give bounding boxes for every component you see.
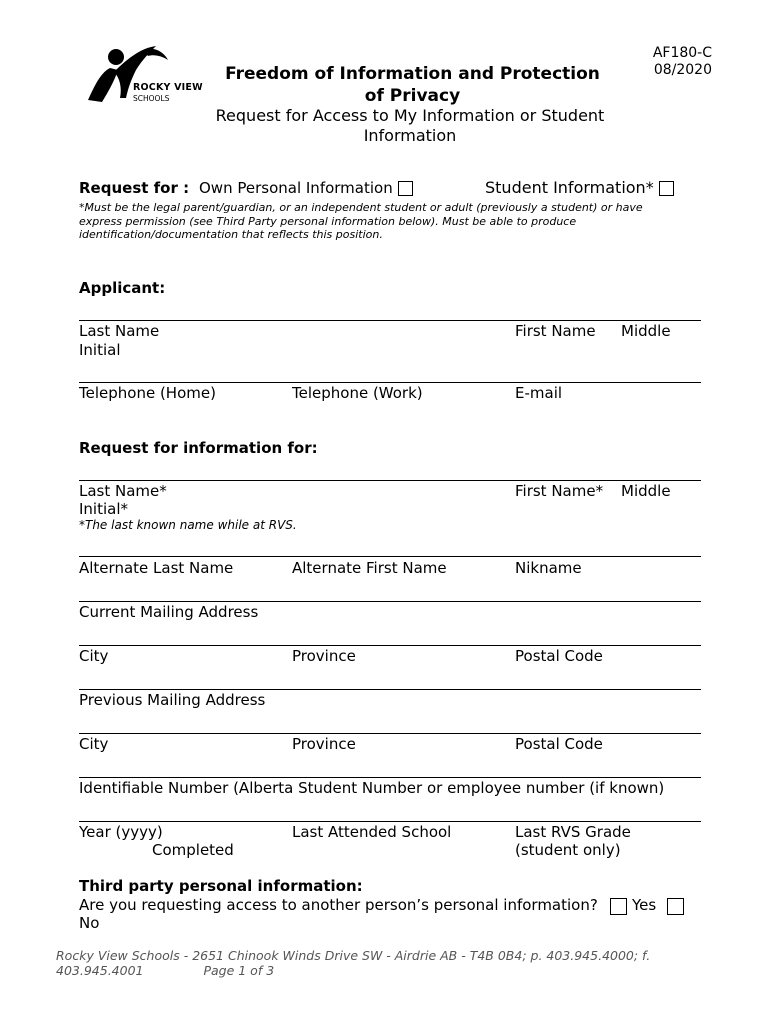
applicant-initial-label: Initial [79,341,121,359]
last-rvs-grade-label: Last RVS Grade [515,823,631,841]
title-line-2: of Privacy [364,86,461,106]
request-note [79,201,679,242]
current-city-label: City [79,647,109,665]
title-line-1: Freedom of Information and Protection [225,64,600,84]
current-province-label: Province [292,647,356,665]
telephone-home-label: Telephone (Home) [79,384,216,402]
form-date: 08/2020 [653,62,712,78]
form-code [650,45,712,79]
subject-middle-label: Middle [621,482,671,500]
previous-city-line[interactable] [79,733,701,734]
completed-label: Completed [152,841,234,859]
own-info-checkbox[interactable] [398,181,413,196]
logo-text-rocky-view: ROCKY VIEW [133,82,203,93]
form-number: AF180-C [652,45,712,61]
previous-province-label: Province [292,735,356,753]
subject-last-name-label: Last Name* [79,482,167,500]
alternate-first-name-label: Alternate First Name [292,559,447,577]
subtitle-line-1: Request for Access to My Information or Student [215,106,605,125]
last-attended-school-label: Last Attended School [292,823,452,841]
info-for-heading: Request for information for: [79,439,318,457]
footer-fax: 403.945.4001 [56,963,144,978]
previous-city-label: City [79,735,109,753]
third-party-question: Are you requesting access to another person’s personal information? [79,896,598,914]
applicant-first-name-label: First Name [515,322,596,340]
note-line-1: *Must be the legal parent/guardian, or an independent student or adult (previously a student) or have [79,201,643,214]
footer-line-1: Rocky View Schools - 2651 Chinook Winds Drive SW - Airdrie AB - T4B 0B4; p. 403.945.4000; f. [56,948,651,963]
applicant-heading: Applicant: [79,279,166,297]
student-info-checkbox[interactable] [659,181,674,196]
applicant-contact-line[interactable] [79,382,701,383]
current-postal-code-label: Postal Code [515,647,603,665]
third-party-yes-label: Yes [632,896,657,914]
email-label: E-mail [515,384,563,402]
page-footer [56,948,686,978]
previous-address-label: Previous Mailing Address [79,691,266,709]
student-info-option [485,178,674,197]
last-known-name-note: *The last known name while at RVS. [79,518,297,532]
identifiable-number-line[interactable] [79,777,701,778]
own-info-label: Own Personal Information [199,179,393,197]
page-number: Page 1 of 3 [203,963,275,978]
telephone-work-label: Telephone (Work) [292,384,423,402]
note-line-3: identification/documentation that reflects this position. [79,228,383,241]
footer-line-2 [56,963,686,978]
student-info-label: Student Information* [485,178,654,197]
alternate-last-name-label: Alternate Last Name [79,559,234,577]
page-subtitle [200,106,620,146]
third-party-no-label: No [79,914,100,932]
third-party-yes-checkbox[interactable] [610,898,627,915]
identifiable-number-label: Identifiable Number (Alberta Student Number or employee number (if known) [79,779,665,797]
student-only-label: (student only) [515,841,621,859]
applicant-name-line[interactable] [79,320,701,321]
subject-name-line[interactable] [79,480,701,481]
year-label: Year (yyyy) [79,823,163,841]
previous-address-line[interactable] [79,689,701,690]
subject-first-name-label: First Name* [515,482,604,500]
logo-text-schools: SCHOOLS [133,94,170,103]
own-info-option [199,179,413,197]
school-details-line[interactable] [79,821,701,822]
subtitle-line-2: Information [363,126,457,145]
note-line-2: express permission (see Third Party personal information below). Must be able to produce [79,214,577,228]
current-address-line[interactable] [79,601,701,602]
third-party-no-checkbox[interactable] [667,898,684,915]
applicant-middle-label: Middle [621,322,671,340]
alternate-name-line[interactable] [79,556,701,557]
subject-initial-label: Initial* [79,500,129,518]
nickname-label: Nikname [515,559,582,577]
current-city-line[interactable] [79,645,701,646]
request-for-label: Request for : [79,179,190,197]
request-for-row [79,179,189,197]
previous-postal-code-label: Postal Code [515,735,603,753]
page-title [200,63,625,107]
third-party-heading: Third party personal information: [79,877,363,895]
current-address-label: Current Mailing Address [79,603,259,621]
applicant-last-name-label: Last Name [79,322,160,340]
